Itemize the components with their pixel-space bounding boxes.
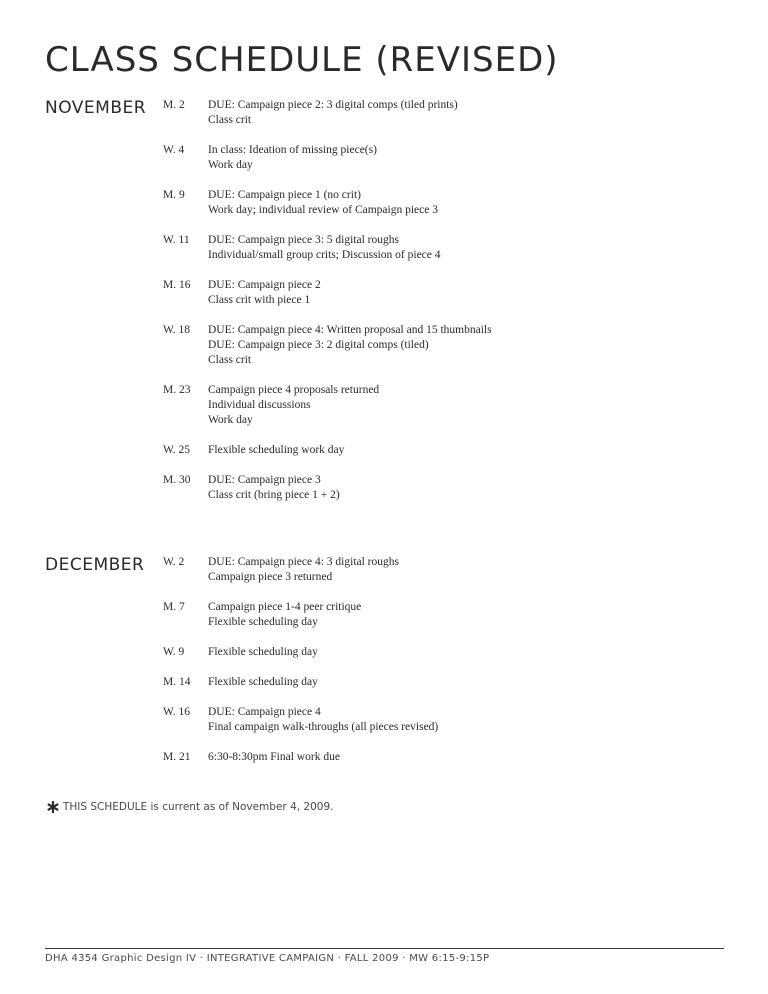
entry-date: M. 23: [163, 384, 191, 396]
entry-date: M. 14: [163, 676, 191, 688]
entry-date: M. 30: [163, 474, 191, 486]
entry-date: W. 18: [163, 324, 191, 336]
entry-line: Flexible scheduling day: [208, 676, 318, 688]
entry-line: Class crit (bring piece 1 + 2): [208, 489, 340, 501]
month-december: [45, 555, 725, 775]
entry-line: DUE: Campaign piece 3: 5 digital roughs: [208, 234, 399, 246]
entry-line: DUE: Campaign piece 1 (no crit): [208, 189, 361, 201]
entry-line: Work day; individual review of Campaign piece 3: [208, 204, 438, 216]
entry-line: Individual discussions: [208, 399, 311, 411]
page-title: CLASS SCHEDULE (REVISED): [45, 40, 559, 80]
entry-line: Work day: [208, 159, 253, 171]
entry-line: Class crit with piece 1: [208, 294, 311, 306]
entry-line: Flexible scheduling day: [208, 616, 318, 628]
entry-line: DUE: Campaign piece 4: Written proposal and 15 thumbnails: [208, 324, 492, 336]
entry-date: M. 2: [163, 99, 185, 111]
entry-date: M. 16: [163, 279, 191, 291]
footer-divider: [45, 948, 724, 949]
entry-date: W. 16: [163, 706, 191, 718]
entry-date: W. 9: [163, 646, 185, 658]
entry-line: Class crit: [208, 114, 252, 126]
entry-line: Flexible scheduling work day: [208, 444, 345, 456]
month-label: NOVEMBER: [45, 98, 147, 118]
schedule-note: [45, 796, 333, 818]
entry-line: DUE: Campaign piece 4: [208, 706, 321, 718]
entry-date: W. 4: [163, 144, 185, 156]
entry-line: Work day: [208, 414, 253, 426]
month-label: DECEMBER: [45, 555, 145, 575]
entry-line: Individual/small group crits; Discussion of piece 4: [208, 249, 441, 261]
asterisk-icon: ∗: [45, 796, 61, 818]
entry-line: DUE: Campaign piece 2: 3 digital comps (tiled prints): [208, 99, 458, 111]
note-lead: THIS SCHEDULE: [62, 801, 148, 813]
entry-line: Campaign piece 3 returned: [208, 571, 333, 583]
month-november: [45, 98, 725, 518]
entry-line: Campaign piece 4 proposals returned: [208, 384, 380, 396]
entry-date: M. 9: [163, 189, 185, 201]
entry-line: Final campaign walk-throughs (all pieces revised): [208, 721, 439, 733]
entry-line: Class crit: [208, 354, 252, 366]
entry-line: DUE: Campaign piece 4: 3 digital roughs: [208, 556, 399, 568]
footer: DHA 4354 Graphic Design IV · INTEGRATIVE CAMPAIGN · FALL 2009 · MW 6:15-9:15P: [45, 953, 490, 964]
entry-date: W. 11: [163, 234, 190, 246]
entry-date: M. 7: [163, 601, 185, 613]
entry-date: M. 21: [163, 751, 191, 763]
entry-line: Campaign piece 1-4 peer critique: [208, 601, 362, 613]
entry-line: DUE: Campaign piece 2: [208, 279, 321, 291]
entry-line: In class: Ideation of missing piece(s): [208, 144, 377, 156]
note-text: is current as of November 4, 2009.: [147, 801, 334, 813]
entry-line: Flexible scheduling day: [208, 646, 318, 658]
entry-line: DUE: Campaign piece 3: 2 digital comps (tiled): [208, 339, 429, 351]
entry-line: 6:30-8:30pm Final work due: [208, 751, 340, 763]
entry-line: DUE: Campaign piece 3: [208, 474, 321, 486]
entry-date: W. 25: [163, 444, 191, 456]
entry-date: W. 2: [163, 556, 185, 568]
